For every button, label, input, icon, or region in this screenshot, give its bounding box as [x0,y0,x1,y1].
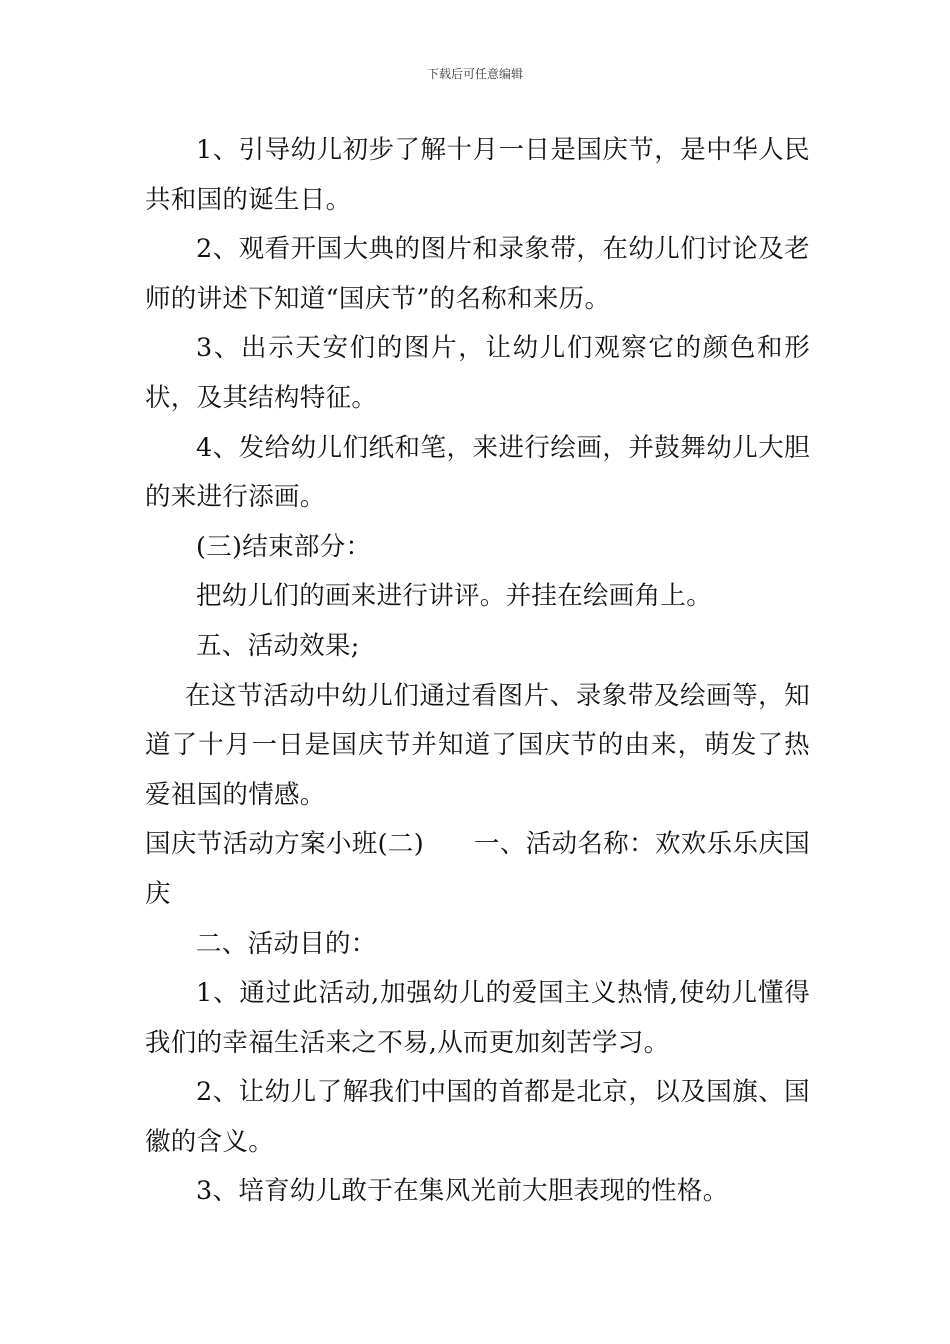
paragraph-7: 五、活动效果; [196,630,360,661]
paragraph-12: 2、让幼儿了解我们中国的首都是北京，以及国旗、国徽的含义。 [145,1077,810,1157]
section-title: 国庆节活动方案小班(二) [145,829,424,860]
paragraph-5: (三)结束部分： [196,531,372,562]
paragraph-3: 3、出示天安们的图片，让幼儿们观察它的颜色和形状，及其结构特征。 [145,333,810,413]
paragraph-6: 把幼儿们的画来进行讲评。并挂在绘画角上。 [196,581,713,612]
paragraph-8: 在这节活动中幼儿们通过看图片、录象带及绘画等，知道了十月一日是国庆节并知道了国庆节的由来，萌发了热爱祖国的情感。 [145,680,810,810]
paragraph-4: 4、发给幼儿们纸和笔，来进行绘画，并鼓舞幼儿大胆的来进行添画。 [145,432,810,513]
paragraph-2: 2、观看开国大典的图片和录象带，在幼儿们讨论及老师的讲述下知道“国庆节”的名称和来历。 [145,234,810,314]
document-body [145,126,810,1217]
paragraph-10: 二、活动目的： [196,928,377,959]
paragraph-1: 1、引导幼儿初步了解十月一日是国庆节，是中华人民共和国的诞生日。 [145,135,810,215]
paragraph-9 [145,820,810,919]
paragraph-13: 3、培育幼儿敢于在集风光前大胆表现的性格。 [196,1176,729,1207]
page-header: 下载后可任意编辑 [426,67,523,81]
paragraph-11: 1、通过此活动,加强幼儿的爱国主义热情,使幼儿懂得我们的幸福生活来之不易,从而更加刻苦学习。 [145,978,810,1058]
section-subtitle: 一、活动名称：欢欢乐乐庆国庆 [145,829,810,909]
